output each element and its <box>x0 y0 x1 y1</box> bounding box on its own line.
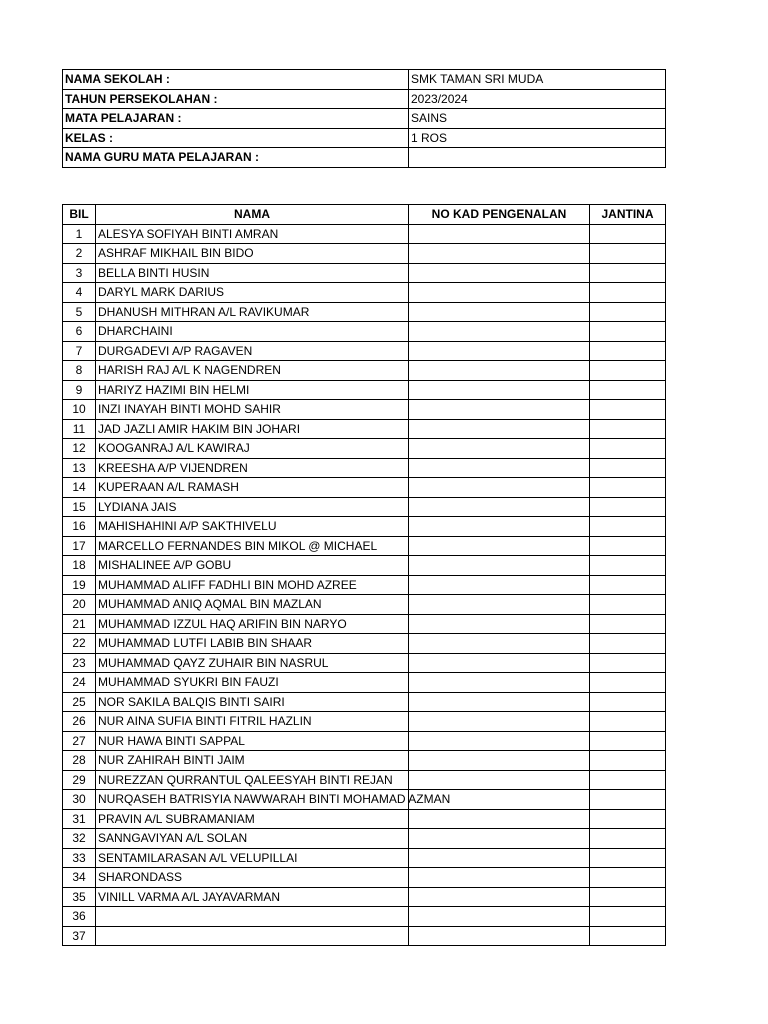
table-row <box>63 653 666 673</box>
bil-cell: 3 <box>63 263 96 283</box>
table-row <box>63 400 666 420</box>
table-row <box>63 868 666 888</box>
table-row <box>63 575 666 595</box>
no-kad-pengenalan-cell[interactable] <box>409 478 590 498</box>
nama-cell[interactable]: DHARCHAINI <box>96 322 409 342</box>
nama-cell[interactable]: MUHAMMAD SYUKRI BIN FAUZI <box>96 673 409 693</box>
no-kad-pengenalan-cell[interactable] <box>409 575 590 595</box>
jantina-cell[interactable] <box>590 634 666 654</box>
nama-cell[interactable]: DURGADEVI A/P RAGAVEN <box>96 341 409 361</box>
bil-cell: 26 <box>63 712 96 732</box>
nama-cell[interactable]: MUHAMMAD QAYZ ZUHAIR BIN NASRUL <box>96 653 409 673</box>
table-row <box>63 283 666 303</box>
jantina-cell[interactable] <box>590 224 666 244</box>
nama-cell[interactable]: MUHAMMAD LUTFI LABIB BIN SHAAR <box>96 634 409 654</box>
nama-cell[interactable]: DARYL MARK DARIUS <box>96 283 409 303</box>
jantina-cell[interactable] <box>590 770 666 790</box>
bil-cell: 11 <box>63 419 96 439</box>
no-kad-pengenalan-cell[interactable] <box>409 517 590 537</box>
table-row <box>63 497 666 517</box>
info-value-kelas[interactable]: 1 ROS <box>409 128 666 148</box>
jantina-cell[interactable] <box>590 848 666 868</box>
table-row <box>63 829 666 849</box>
bil-cell: 2 <box>63 244 96 264</box>
table-row <box>63 341 666 361</box>
bil-cell: 32 <box>63 829 96 849</box>
no-kad-pengenalan-cell[interactable] <box>409 751 590 771</box>
nama-cell[interactable]: NURQASEH BATRISYIA NAWWARAH BINTI MOHAMAD AZMAN <box>96 790 409 810</box>
nama-cell[interactable]: KUPERAAN A/L RAMASH <box>96 478 409 498</box>
no-kad-pengenalan-cell[interactable] <box>409 770 590 790</box>
jantina-cell[interactable] <box>590 829 666 849</box>
nama-cell[interactable]: MAHISHAHINI A/P SAKTHIVELU <box>96 517 409 537</box>
nama-cell[interactable] <box>96 926 409 946</box>
jantina-cell[interactable] <box>590 283 666 303</box>
nama-cell[interactable]: SHARONDASS <box>96 868 409 888</box>
nama-cell[interactable]: KOOGANRAJ A/L KAWIRAJ <box>96 439 409 459</box>
jantina-cell[interactable] <box>590 478 666 498</box>
nama-cell[interactable]: VINILL VARMA A/L JAYAVARMAN <box>96 887 409 907</box>
bil-cell: 22 <box>63 634 96 654</box>
jantina-cell[interactable] <box>590 614 666 634</box>
jantina-cell[interactable] <box>590 868 666 888</box>
bil-cell: 27 <box>63 731 96 751</box>
header-row <box>63 205 666 225</box>
no-kad-pengenalan-cell[interactable] <box>409 439 590 459</box>
table-row <box>63 244 666 264</box>
table-row <box>63 809 666 829</box>
nama-cell[interactable]: HARIYZ HAZIMI BIN HELMI <box>96 380 409 400</box>
bil-cell: 34 <box>63 868 96 888</box>
nama-cell[interactable]: NUREZZAN QURRANTUL QALEESYAH BINTI REJAN <box>96 770 409 790</box>
info-label-sekolah: NAMA SEKOLAH : <box>63 70 409 90</box>
bil-cell: 24 <box>63 673 96 693</box>
jantina-cell[interactable] <box>590 907 666 927</box>
nama-cell[interactable]: DHANUSH MITHRAN A/L RAVIKUMAR <box>96 302 409 322</box>
no-kad-pengenalan-cell[interactable] <box>409 907 590 927</box>
info-row <box>63 148 666 168</box>
jantina-cell[interactable] <box>590 731 666 751</box>
no-kad-pengenalan-cell[interactable] <box>409 380 590 400</box>
jantina-cell[interactable] <box>590 361 666 381</box>
table-row <box>63 322 666 342</box>
table-row <box>63 712 666 732</box>
info-label-mata-pelajaran: MATA PELAJARAN : <box>63 109 409 129</box>
table-row <box>63 439 666 459</box>
table-row <box>63 673 666 693</box>
jantina-cell[interactable] <box>590 692 666 712</box>
table-row <box>63 887 666 907</box>
table-row <box>63 790 666 810</box>
no-kad-pengenalan-cell[interactable] <box>409 224 590 244</box>
jantina-cell[interactable] <box>590 575 666 595</box>
no-kad-pengenalan-cell[interactable] <box>409 497 590 517</box>
student-table-header <box>63 205 666 225</box>
jantina-cell[interactable] <box>590 556 666 576</box>
table-row <box>63 907 666 927</box>
info-row <box>63 128 666 148</box>
table-row <box>63 478 666 498</box>
info-row <box>63 70 666 90</box>
jantina-cell[interactable] <box>590 673 666 693</box>
jantina-cell[interactable] <box>590 536 666 556</box>
jantina-cell[interactable] <box>590 653 666 673</box>
jantina-cell[interactable] <box>590 244 666 264</box>
no-kad-pengenalan-cell[interactable] <box>409 653 590 673</box>
nama-cell[interactable] <box>96 907 409 927</box>
info-label-kelas: KELAS : <box>63 128 409 148</box>
bil-cell: 25 <box>63 692 96 712</box>
nama-cell[interactable]: ALESYA SOFIYAH BINTI AMRAN <box>96 224 409 244</box>
jantina-cell[interactable] <box>590 302 666 322</box>
info-row <box>63 109 666 129</box>
info-label-tahun: TAHUN PERSEKOLAHAN : <box>63 89 409 109</box>
table-row <box>63 517 666 537</box>
nama-cell[interactable]: INZI INAYAH BINTI MOHD SAHIR <box>96 400 409 420</box>
table-row <box>63 848 666 868</box>
table-row <box>63 263 666 283</box>
no-kad-pengenalan-cell[interactable] <box>409 926 590 946</box>
bil-cell: 5 <box>63 302 96 322</box>
bil-cell: 33 <box>63 848 96 868</box>
bil-cell: 4 <box>63 283 96 303</box>
table-row <box>63 458 666 478</box>
jantina-cell[interactable] <box>590 751 666 771</box>
bil-cell: 30 <box>63 790 96 810</box>
no-kad-pengenalan-cell[interactable] <box>409 302 590 322</box>
no-kad-pengenalan-cell[interactable] <box>409 361 590 381</box>
no-kad-pengenalan-cell[interactable] <box>409 848 590 868</box>
bil-cell: 7 <box>63 341 96 361</box>
table-row <box>63 770 666 790</box>
no-kad-pengenalan-cell[interactable] <box>409 556 590 576</box>
table-row <box>63 536 666 556</box>
bil-cell: 18 <box>63 556 96 576</box>
school-info-body <box>63 70 666 168</box>
table-row <box>63 419 666 439</box>
bil-cell: 10 <box>63 400 96 420</box>
jantina-cell[interactable] <box>590 439 666 459</box>
header-jantina: JANTINA <box>590 205 666 225</box>
nama-cell[interactable]: PRAVIN A/L SUBRAMANIAM <box>96 809 409 829</box>
nama-cell[interactable]: NUR HAWA BINTI SAPPAL <box>96 731 409 751</box>
jantina-cell[interactable] <box>590 419 666 439</box>
student-table-body <box>63 224 666 946</box>
bil-cell: 35 <box>63 887 96 907</box>
bil-cell: 19 <box>63 575 96 595</box>
table-row <box>63 302 666 322</box>
nama-cell[interactable]: KREESHA A/P VIJENDREN <box>96 458 409 478</box>
no-kad-pengenalan-cell[interactable] <box>409 458 590 478</box>
jantina-cell[interactable] <box>590 517 666 537</box>
table-row <box>63 926 666 946</box>
table-row <box>63 692 666 712</box>
nama-cell[interactable]: SENTAMILARASAN A/L VELUPILLAI <box>96 848 409 868</box>
jantina-cell[interactable] <box>590 595 666 615</box>
bil-cell: 17 <box>63 536 96 556</box>
nama-cell[interactable]: NOR SAKILA BALQIS BINTI SAIRI <box>96 692 409 712</box>
nama-cell[interactable]: MISHALINEE A/P GOBU <box>96 556 409 576</box>
info-value-sekolah[interactable]: SMK TAMAN SRI MUDA <box>409 70 666 90</box>
bil-cell: 8 <box>63 361 96 381</box>
info-value-mata-pelajaran[interactable]: SAINS <box>409 109 666 129</box>
no-kad-pengenalan-cell[interactable] <box>409 614 590 634</box>
jantina-cell[interactable] <box>590 790 666 810</box>
bil-cell: 6 <box>63 322 96 342</box>
jantina-cell[interactable] <box>590 458 666 478</box>
bil-cell: 16 <box>63 517 96 537</box>
nama-cell[interactable]: ASHRAF MIKHAIL BIN BIDO <box>96 244 409 264</box>
table-row <box>63 595 666 615</box>
bil-cell: 36 <box>63 907 96 927</box>
nama-cell[interactable]: NUR ZAHIRAH BINTI JAIM <box>96 751 409 771</box>
bil-cell: 23 <box>63 653 96 673</box>
header-bil: BIL <box>63 205 96 225</box>
jantina-cell[interactable] <box>590 497 666 517</box>
no-kad-pengenalan-cell[interactable] <box>409 887 590 907</box>
info-label-guru: NAMA GURU MATA PELAJARAN : <box>63 148 409 168</box>
nama-cell[interactable]: MUHAMMAD IZZUL HAQ ARIFIN BIN NARYO <box>96 614 409 634</box>
no-kad-pengenalan-cell[interactable] <box>409 731 590 751</box>
jantina-cell[interactable] <box>590 887 666 907</box>
bil-cell: 9 <box>63 380 96 400</box>
nama-cell[interactable]: LYDIANA JAIS <box>96 497 409 517</box>
no-kad-pengenalan-cell[interactable] <box>409 283 590 303</box>
table-row <box>63 751 666 771</box>
nama-cell[interactable]: SANNGAVIYAN A/L SOLAN <box>96 829 409 849</box>
jantina-cell[interactable] <box>590 400 666 420</box>
no-kad-pengenalan-cell[interactable] <box>409 692 590 712</box>
table-row <box>63 380 666 400</box>
nama-cell[interactable]: BELLA BINTI HUSIN <box>96 263 409 283</box>
jantina-cell[interactable] <box>590 263 666 283</box>
bil-cell: 12 <box>63 439 96 459</box>
no-kad-pengenalan-cell[interactable] <box>409 400 590 420</box>
jantina-cell[interactable] <box>590 926 666 946</box>
no-kad-pengenalan-cell[interactable] <box>409 322 590 342</box>
header-nama: NAMA <box>96 205 409 225</box>
bil-cell: 15 <box>63 497 96 517</box>
jantina-cell[interactable] <box>590 322 666 342</box>
nama-cell[interactable]: HARISH RAJ A/L K NAGENDREN <box>96 361 409 381</box>
bil-cell: 1 <box>63 224 96 244</box>
no-kad-pengenalan-cell[interactable] <box>409 536 590 556</box>
no-kad-pengenalan-cell[interactable] <box>409 419 590 439</box>
jantina-cell[interactable] <box>590 809 666 829</box>
info-value-guru[interactable] <box>409 148 666 168</box>
bil-cell: 29 <box>63 770 96 790</box>
bil-cell: 31 <box>63 809 96 829</box>
bil-cell: 14 <box>63 478 96 498</box>
no-kad-pengenalan-cell[interactable] <box>409 809 590 829</box>
table-row <box>63 361 666 381</box>
no-kad-pengenalan-cell[interactable] <box>409 341 590 361</box>
header-no-kad-pengenalan: NO KAD PENGENALAN <box>409 205 590 225</box>
bil-cell: 13 <box>63 458 96 478</box>
no-kad-pengenalan-cell[interactable] <box>409 712 590 732</box>
no-kad-pengenalan-cell[interactable] <box>409 595 590 615</box>
bil-cell: 21 <box>63 614 96 634</box>
nama-cell[interactable]: JAD JAZLI AMIR HAKIM BIN JOHARI <box>96 419 409 439</box>
table-row <box>63 556 666 576</box>
bil-cell: 20 <box>63 595 96 615</box>
table-row <box>63 731 666 751</box>
nama-cell[interactable]: MUHAMMAD ANIQ AQMAL BIN MAZLAN <box>96 595 409 615</box>
no-kad-pengenalan-cell[interactable] <box>409 634 590 654</box>
student-list-table <box>62 204 666 946</box>
no-kad-pengenalan-cell[interactable] <box>409 244 590 264</box>
nama-cell[interactable]: MUHAMMAD ALIFF FADHLI BIN MOHD AZREE <box>96 575 409 595</box>
table-row <box>63 224 666 244</box>
jantina-cell[interactable] <box>590 712 666 732</box>
school-info-table <box>62 69 666 168</box>
info-row <box>63 89 666 109</box>
no-kad-pengenalan-cell[interactable] <box>409 673 590 693</box>
table-row <box>63 614 666 634</box>
jantina-cell[interactable] <box>590 341 666 361</box>
bil-cell: 37 <box>63 926 96 946</box>
table-row <box>63 634 666 654</box>
no-kad-pengenalan-cell[interactable] <box>409 263 590 283</box>
info-value-tahun[interactable]: 2023/2024 <box>409 89 666 109</box>
nama-cell[interactable]: NUR AINA SUFIA BINTI FITRIL HAZLIN <box>96 712 409 732</box>
nama-cell[interactable]: MARCELLO FERNANDES BIN MIKOL @ MICHAEL <box>96 536 409 556</box>
jantina-cell[interactable] <box>590 380 666 400</box>
no-kad-pengenalan-cell[interactable] <box>409 868 590 888</box>
no-kad-pengenalan-cell[interactable] <box>409 829 590 849</box>
bil-cell: 28 <box>63 751 96 771</box>
